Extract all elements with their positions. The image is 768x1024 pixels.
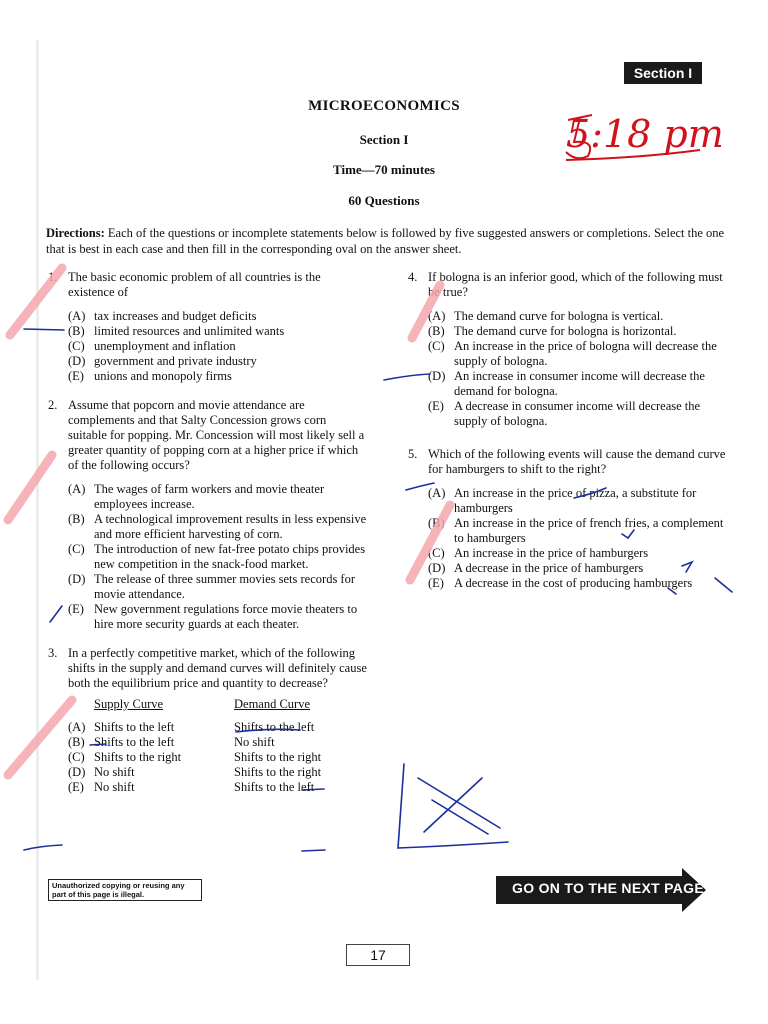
answer-option[interactable]: (E) No shift Shifts to the left [68, 780, 315, 794]
question-text: In a perfectly competitive market, which of the following shifts in the supply and demand curves will definitely cause both the equilibrium price and quantity to decrease? [68, 646, 367, 690]
shift-table [68, 697, 321, 795]
highlighter-stroke [8, 455, 52, 520]
answer-option[interactable]: (C) Shifts to the right Shifts to the right [68, 750, 322, 764]
answer-option[interactable]: (B) The demand curve for bologna is horizontal. [428, 324, 677, 338]
demand-curve-header: Demand Curve [234, 697, 311, 711]
answer-option[interactable]: (E) unions and monopoly firms [68, 369, 232, 383]
answer-option[interactable]: (A) An increase in the price of pizza, a substitute for hamburgers [428, 486, 697, 515]
answer-option[interactable]: (A) tax increases and budget deficits [68, 309, 257, 323]
question-2 [48, 398, 368, 632]
answer-option[interactable]: (C) An increase in the price of bologna will decrease the supply of bologna. [428, 339, 717, 368]
sketch-demand-line [418, 778, 500, 828]
question-3 [48, 646, 368, 795]
pen-underline [302, 850, 325, 851]
question-text: Which of the following events will cause the demand curve for hamburgers to shift to the right? [428, 447, 726, 476]
directions-label: Directions: [46, 226, 105, 240]
copyright-notice: Unauthorized copying or reusing any part of this page is illegal. [48, 879, 202, 901]
right-column [408, 270, 730, 601]
answer-option[interactable]: (D) government and private industry [68, 354, 257, 368]
page-number: 17 [346, 944, 410, 966]
question-number: 4. [408, 270, 418, 284]
answer-option[interactable]: (D) No shift Shifts to the right [68, 765, 322, 779]
answer-option[interactable]: (A) The demand curve for bologna is vertical. [428, 309, 664, 323]
sketch-supply-line [424, 778, 482, 832]
answer-option[interactable]: (A) The wages of farm workers and movie theater employees increase. [68, 482, 325, 511]
answer-option[interactable]: (B) A technological improvement results in less expensive and more efficient harvesting of corn. [68, 512, 367, 541]
time-limit: Time—70 minutes [333, 162, 435, 177]
question-number: 1. [48, 270, 58, 284]
answer-option[interactable]: (C) An increase in the price of hamburgers [428, 546, 649, 560]
answer-option[interactable]: (B) Shifts to the left No shift [68, 735, 275, 749]
supply-curve-header: Supply Curve [94, 697, 164, 711]
question-text: Assume that popcorn and movie attendance are complements and that Salty Concession grows corn suitable for popping. Mr. Concession will most likely sell a greater quantity of popping corn at a higher price if which of the following occurs? [68, 398, 365, 472]
answer-option[interactable]: (D) A decrease in the price of hamburgers [428, 561, 644, 575]
next-page-label: GO ON TO THE NEXT PAGE [512, 880, 704, 896]
question-4 [408, 270, 730, 429]
handwritten-time-note: 5:18 pm [566, 112, 724, 156]
answer-option[interactable]: (B) limited resources and unlimited wants [68, 324, 285, 338]
section-subtitle: Section I [359, 132, 409, 147]
question-count: 60 Questions [348, 193, 420, 208]
answer-option[interactable]: (B) An increase in the price of french fries, a complement to hamburgers [428, 516, 724, 545]
answer-option[interactable]: (E) A decrease in the cost of producing hamburgers [428, 576, 693, 590]
question-number: 5. [408, 447, 418, 461]
directions-text: Each of the questions or incomplete statements below is followed by five suggested answers or completions. Select the one that is best in each case and then fill in the corresponding oval on the answer sheet. [46, 226, 725, 256]
directions [46, 225, 726, 257]
pen-check-mark [24, 845, 62, 850]
sketch-shifted-line [432, 800, 488, 834]
left-column [48, 270, 368, 805]
answer-option[interactable]: (C) unemployment and inflation [68, 339, 236, 353]
answer-option[interactable]: (E) A decrease in consumer income will decrease the supply of bologna. [428, 399, 701, 428]
question-number: 2. [48, 398, 58, 412]
answer-option[interactable]: (D) An increase in consumer income will decrease the demand for bologna. [428, 369, 705, 398]
answer-option[interactable]: (E) New government regulations force movie theaters to hire more security guards at each theater. [68, 602, 358, 631]
page-title: MICROECONOMICS [308, 98, 460, 114]
question-text: If bologna is an inferior good, which of the following must be true? [428, 270, 723, 299]
next-page-arrow [496, 868, 706, 912]
question-5 [408, 447, 730, 591]
section-badge: Section I [624, 62, 702, 84]
answer-option[interactable]: (A) Shifts to the left Shifts to the left [68, 720, 315, 734]
answer-option[interactable]: (C) The introduction of new fat-free potato chips provides new competition in the snack-food market. [68, 542, 366, 571]
question-number: 3. [48, 646, 58, 660]
question-1 [48, 270, 368, 384]
sketch-axes [398, 764, 508, 848]
question-text: The basic economic problem of all countries is the existence of [68, 270, 321, 299]
answer-option[interactable]: (D) The release of three summer movies sets records for movie attendance. [68, 572, 356, 601]
page-binding-edge [36, 40, 39, 980]
